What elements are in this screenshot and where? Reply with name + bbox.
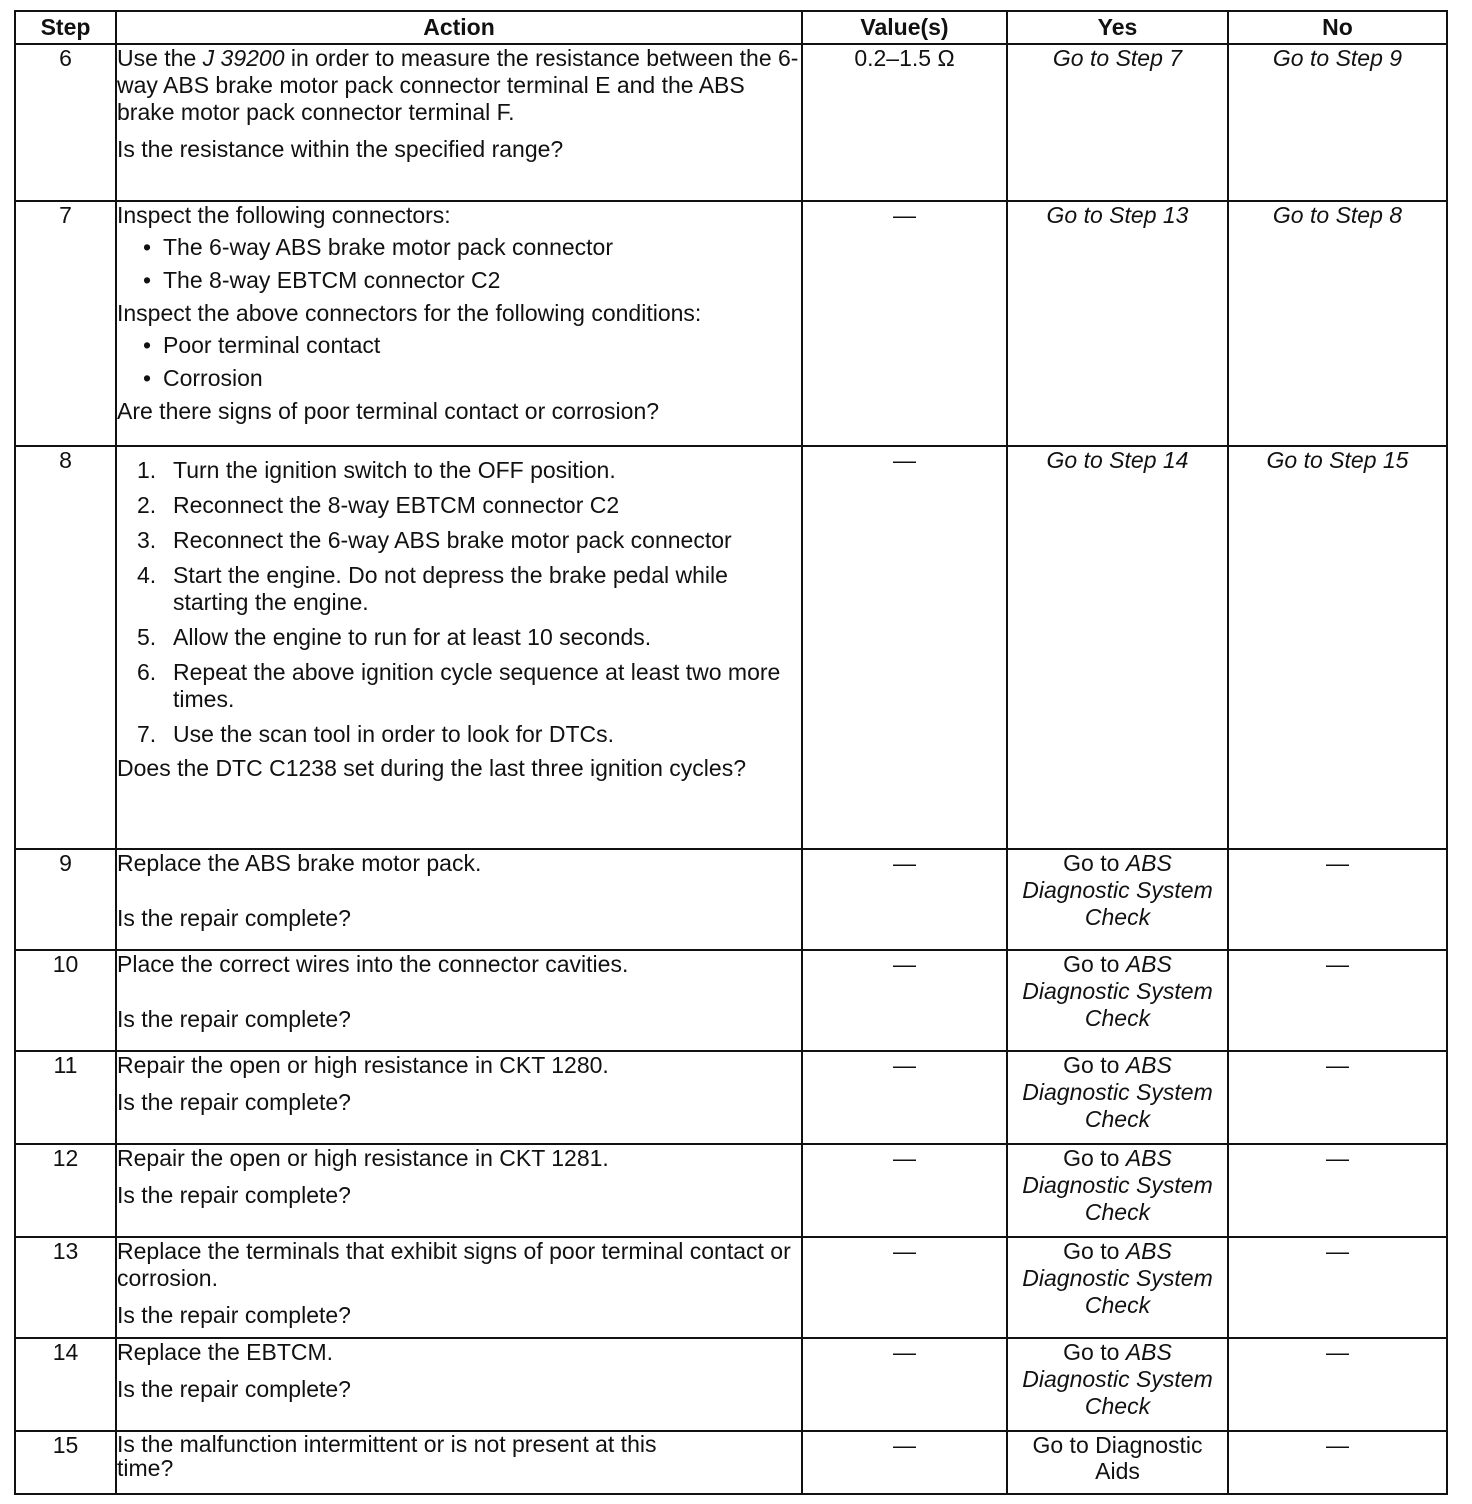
list-item-number: 2. xyxy=(137,492,157,518)
no-cell xyxy=(1228,201,1447,446)
action-cell xyxy=(116,1338,802,1431)
list-item xyxy=(137,492,801,519)
no-link[interactable]: Go to Step 15 xyxy=(1266,447,1409,473)
list-item xyxy=(137,562,801,616)
list-item-number: 7. xyxy=(137,721,157,747)
header-no: No xyxy=(1228,11,1447,44)
no-link[interactable]: Go to Step 9 xyxy=(1272,45,1403,71)
no-cell: — xyxy=(1228,1144,1447,1237)
table-row-step-9 xyxy=(15,849,1447,950)
list-item xyxy=(137,624,801,651)
yes-cell xyxy=(1007,1051,1228,1144)
yes-prefix: Go to xyxy=(1063,1052,1126,1078)
yes-link[interactable]: ABS Diagnostic System Check xyxy=(1022,951,1213,1031)
no-cell: — xyxy=(1228,1338,1447,1431)
tool-reference: J 39200 xyxy=(202,45,285,71)
step-number: 12 xyxy=(15,1144,116,1237)
yes-cell xyxy=(1007,1431,1228,1494)
list-item-text: Allow the engine to run for at least 10 seconds. xyxy=(173,624,652,650)
step-number: 15 xyxy=(15,1431,116,1494)
list-item-number: 1. xyxy=(137,457,157,483)
step-number: 9 xyxy=(15,849,116,950)
action-text xyxy=(117,45,801,126)
list-item xyxy=(137,527,801,554)
yes-prefix: Go to xyxy=(1063,1339,1126,1365)
list-item xyxy=(137,457,801,484)
yes-link[interactable]: ABS Diagnostic System Check xyxy=(1022,1339,1213,1419)
action-question: Is the repair complete? xyxy=(117,1376,351,1402)
yes-link[interactable]: ABS Diagnostic System Check xyxy=(1022,850,1213,930)
yes-cell xyxy=(1007,1237,1228,1338)
value-cell: — xyxy=(802,1051,1007,1144)
value-cell: — xyxy=(802,446,1007,849)
procedure-list xyxy=(117,457,801,748)
action-question: Are there signs of poor terminal contact or corrosion? xyxy=(117,398,660,424)
action-text-start: Use the xyxy=(117,45,203,71)
diagnostic-table xyxy=(14,10,1448,1495)
yes-link[interactable]: ABS Diagnostic System Check xyxy=(1022,1238,1213,1318)
yes-link[interactable]: ABS Diagnostic System Check xyxy=(1022,1052,1213,1132)
yes-cell xyxy=(1007,201,1228,446)
yes-cell xyxy=(1007,1144,1228,1237)
table-row-step-14 xyxy=(15,1338,1447,1431)
header-row xyxy=(15,11,1447,44)
action-text: Replace the terminals that exhibit signs of poor terminal contact or corrosion. xyxy=(117,1238,791,1291)
step-number: 13 xyxy=(15,1237,116,1338)
list-item-number: 3. xyxy=(137,527,157,553)
no-cell: — xyxy=(1228,1431,1447,1494)
table-row-step-6 xyxy=(15,44,1447,201)
header-yes: Yes xyxy=(1007,11,1228,44)
action-text: Replace the ABS brake motor pack. xyxy=(117,850,482,876)
header-step: Step xyxy=(15,11,116,44)
action-question: Is the resistance within the specified range? xyxy=(117,136,564,162)
action-question: Is the repair complete? xyxy=(117,1182,351,1208)
value-cell: — xyxy=(802,1144,1007,1237)
action-question: Is the repair complete? xyxy=(117,1006,351,1032)
table-row-step-7 xyxy=(15,201,1447,446)
list-item: • Poor terminal contact xyxy=(143,332,801,359)
yes-link[interactable]: Go to Diagnostic Aids xyxy=(1032,1432,1203,1484)
step-number: 8 xyxy=(15,446,116,849)
action-cell xyxy=(116,201,802,446)
header-action: Action xyxy=(116,11,802,44)
action-text-end: in order to measure the resistance between the 6-way ABS brake motor pack connector terminal E and the ABS brake motor pack connector terminal F. xyxy=(117,45,799,125)
value-cell: — xyxy=(802,849,1007,950)
value-cell: — xyxy=(802,1338,1007,1431)
action-cell xyxy=(116,950,802,1051)
value-cell: 0.2–1.5 Ω xyxy=(802,44,1007,201)
step-number: 10 xyxy=(15,950,116,1051)
table-row-step-8 xyxy=(15,446,1447,849)
yes-link[interactable]: Go to Step 14 xyxy=(1046,447,1189,473)
yes-prefix: Go to xyxy=(1063,1145,1126,1171)
yes-link[interactable]: Go to Step 7 xyxy=(1052,45,1183,71)
yes-cell xyxy=(1007,1338,1228,1431)
list-item-text: Repeat the above ignition cycle sequence at least two more times. xyxy=(173,659,781,712)
action-text: Place the correct wires into the connector cavities. xyxy=(117,951,629,977)
list-item: • The 8-way EBTCM connector C2 xyxy=(143,267,801,294)
table-row-step-12 xyxy=(15,1144,1447,1237)
action-text: Repair the open or high resistance in CKT 1280. xyxy=(117,1052,609,1078)
table-row-step-15 xyxy=(15,1431,1447,1494)
value-cell: — xyxy=(802,1431,1007,1494)
value-cell: — xyxy=(802,201,1007,446)
yes-prefix: Go to xyxy=(1063,951,1126,977)
list-item-number: 6. xyxy=(137,659,157,685)
yes-prefix: Go to xyxy=(1063,1238,1126,1264)
yes-prefix: Go to xyxy=(1063,850,1126,876)
no-cell xyxy=(1228,44,1447,201)
list-item: • Corrosion xyxy=(143,365,801,392)
list-item-text: Start the engine. Do not depress the brake pedal while starting the engine. xyxy=(173,562,728,615)
no-cell: — xyxy=(1228,1051,1447,1144)
table-row-step-10 xyxy=(15,950,1447,1051)
step-number: 7 xyxy=(15,201,116,446)
list-item-number: 5. xyxy=(137,624,157,650)
conditions-intro: Inspect the above connectors for the following conditions: xyxy=(117,300,702,326)
list-item xyxy=(137,659,801,713)
action-cell xyxy=(116,1051,802,1144)
step-number: 11 xyxy=(15,1051,116,1144)
list-item-number: 4. xyxy=(137,562,157,588)
action-cell xyxy=(116,446,802,849)
list-item-text: Turn the ignition switch to the OFF position. xyxy=(173,457,616,483)
header-values: Value(s) xyxy=(802,11,1007,44)
action-cell xyxy=(116,1144,802,1237)
action-cell xyxy=(116,849,802,950)
no-cell: — xyxy=(1228,849,1447,950)
action-question: Is the repair complete? xyxy=(117,905,351,931)
value-cell: — xyxy=(802,1237,1007,1338)
action-question: Is the repair complete? xyxy=(117,1302,351,1328)
condition-list xyxy=(117,332,801,392)
list-item-text: Reconnect the 8-way EBTCM connector C2 xyxy=(173,492,620,518)
yes-cell xyxy=(1007,44,1228,201)
action-intro: Inspect the following connectors: xyxy=(117,202,451,228)
action-cell xyxy=(116,1237,802,1338)
step-number: 14 xyxy=(15,1338,116,1431)
table-row-step-11 xyxy=(15,1051,1447,1144)
action-cell xyxy=(116,44,802,201)
action-cell xyxy=(116,1431,802,1494)
yes-cell xyxy=(1007,950,1228,1051)
action-question: Is the repair complete? xyxy=(117,1089,351,1115)
no-cell xyxy=(1228,446,1447,849)
action-text: Repair the open or high resistance in CKT 1281. xyxy=(117,1145,609,1171)
list-item-text: Use the scan tool in order to look for DTCs. xyxy=(173,721,615,747)
no-cell: — xyxy=(1228,1237,1447,1338)
action-question: Is the malfunction intermittent or is not present at this time? xyxy=(117,1431,657,1481)
yes-cell xyxy=(1007,446,1228,849)
no-cell: — xyxy=(1228,950,1447,1051)
list-item-text: Reconnect the 6-way ABS brake motor pack connector xyxy=(173,527,732,553)
yes-link[interactable]: Go to Step 13 xyxy=(1046,202,1189,228)
connector-list xyxy=(117,234,801,294)
action-question: Does the DTC C1238 set during the last three ignition cycles? xyxy=(117,755,746,781)
list-item xyxy=(137,721,801,748)
table-row-step-13 xyxy=(15,1237,1447,1338)
no-link[interactable]: Go to Step 8 xyxy=(1272,202,1403,228)
yes-link[interactable]: ABS Diagnostic System Check xyxy=(1022,1145,1213,1225)
step-number: 6 xyxy=(15,44,116,201)
action-text: Replace the EBTCM. xyxy=(117,1339,334,1365)
list-item: • The 6-way ABS brake motor pack connector xyxy=(143,234,801,261)
value-cell: — xyxy=(802,950,1007,1051)
yes-cell xyxy=(1007,849,1228,950)
